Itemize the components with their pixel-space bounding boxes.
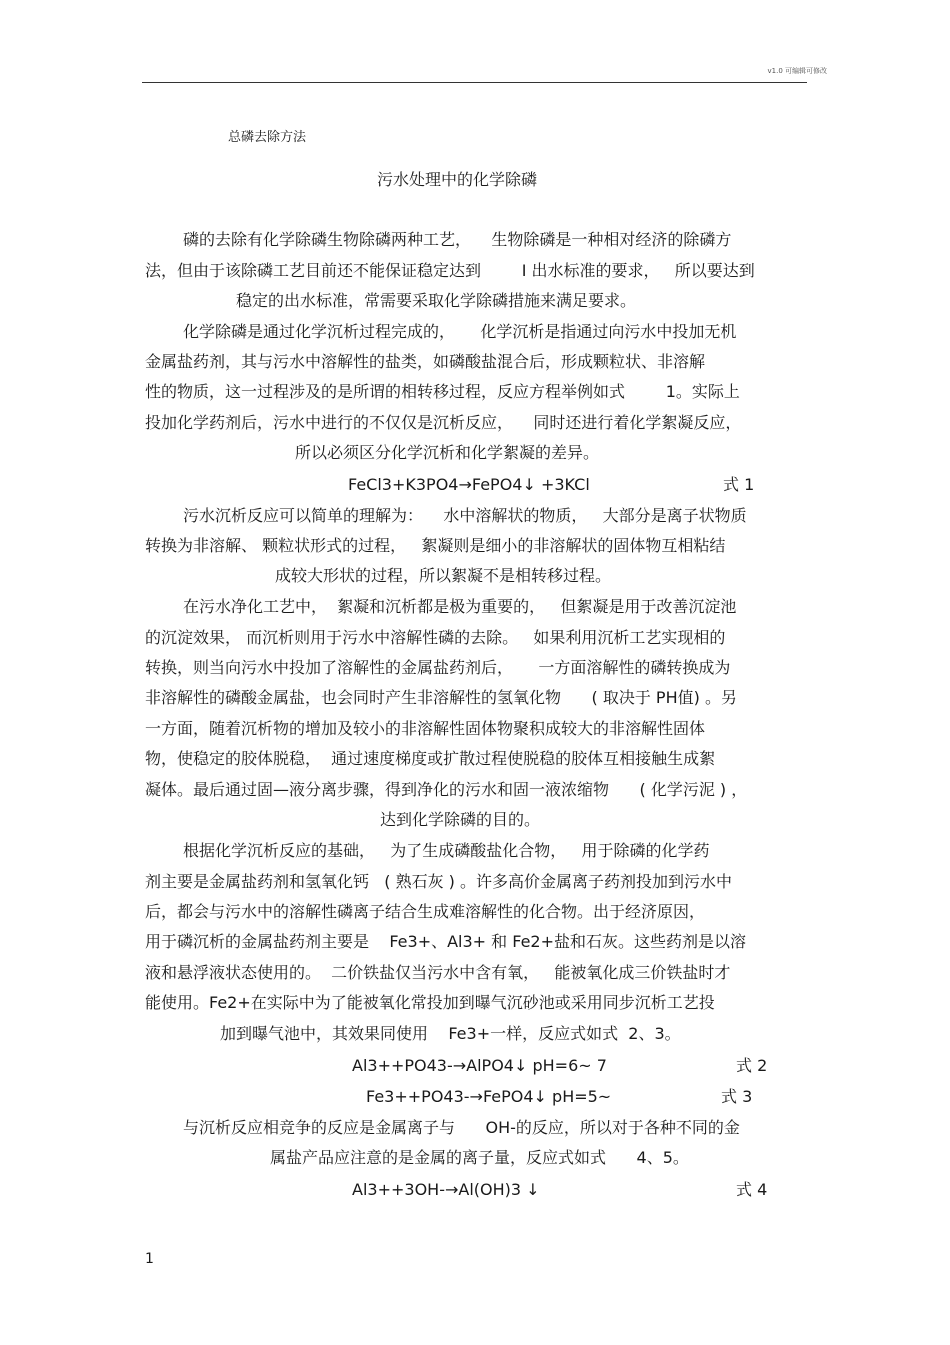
text-line: 法，但由于该除磷工艺目前还不能保证稳定达到 I 出水标准的要求， 所以要达到 bbox=[145, 261, 755, 280]
header-rule bbox=[142, 82, 807, 83]
equation-label-4: 式 4 bbox=[736, 1180, 768, 1199]
text-line: 性的物质，这一过程涉及的是所谓的相转移过程，反应方程举例如式 1。实际上 bbox=[145, 382, 740, 401]
text-line: 转换，则当向污水中投加了溶解性的金属盐药剂后， 一方面溶解性的磷转换成为 bbox=[145, 658, 731, 677]
text-line: 化学除磷是通过化学沉析过程完成的， 化学沉析是指通过向污水中投加无机 bbox=[183, 322, 737, 341]
text-line: 的沉淀效果， 而沉析则用于污水中溶解性磷的去除。 如果利用沉析工艺实现相的 bbox=[145, 628, 726, 647]
text-line: 金属盐药剂，其与污水中溶解性的盐类，如磷酸盐混合后，形成颗粒状、非溶解 bbox=[145, 352, 706, 371]
text-line: 非溶解性的磷酸金属盐，也会同时产生非溶解性的氢氧化物 ( 取决于 PH值) 。另 bbox=[145, 688, 737, 707]
equation-label-2: 式 2 bbox=[736, 1056, 768, 1075]
doc-title: 污水处理中的化学除磷 bbox=[377, 170, 538, 189]
text-line: 物，使稳定的胶体脱稳， 通过速度梯度或扩散过程使脱稳的胶体互相接触生成絮 bbox=[145, 749, 716, 768]
text-line: 所以必须区分化学沉析和化学絮凝的差异。 bbox=[295, 443, 600, 462]
text-line: 能使用。Fe2+在实际中为了能被氧化常投加到曝气沉砂池或采用同步沉析工艺投 bbox=[145, 993, 715, 1012]
text-line: 一方面，随着沉析物的增加及较小的非溶解性固体物聚积成较大的非溶解性固体 bbox=[145, 719, 706, 738]
equation-1: FeCl3+K3PO4→FePO4↓ +3KCl bbox=[348, 475, 590, 494]
text-line: 剂主要是金属盐药剂和氢氧化钙 ( 熟石灰 ) 。许多高价金属离子药剂投加到污水中 bbox=[145, 872, 733, 891]
text-line: 在污水净化工艺中， 絮凝和沉析都是极为重要的， 但絮凝是用于改善沉淀池 bbox=[183, 597, 737, 616]
equation-3: Fe3++PO43-→FePO4↓ pH=5~ bbox=[366, 1087, 612, 1106]
equation-label-3: 式 3 bbox=[721, 1087, 753, 1106]
text-line: 液和悬浮液状态使用的。 二价铁盐仅当污水中含有氧， 能被氧化成三价铁盐时才 bbox=[145, 963, 731, 982]
equation-4: Al3++3OH-→Al(OH)3 ↓ bbox=[352, 1180, 540, 1199]
text-line: 凝体。最后通过固—液分离步骤，得到净化的污水和固一液浓缩物 ( 化学污泥 ) ， bbox=[145, 780, 748, 799]
text-line: 成较大形状的过程，所以絮凝不是相转移过程。 bbox=[275, 566, 612, 585]
text-line: 磷的去除有化学除磷生物除磷两种工艺， 生物除磷是一种相对经济的除磷方 bbox=[183, 230, 732, 249]
doc-label: 总磷去除方法 bbox=[228, 130, 307, 145]
text-line: 转换为非溶解、 颗粒状形式的过程， 絮凝则是细小的非溶解状的固体物互相粘结 bbox=[145, 536, 726, 555]
text-line: 与沉析反应相竞争的反应是金属离子与 OH-的反应，所以对于各种不同的金 bbox=[183, 1118, 740, 1137]
text-line: 加到曝气池中，其效果同使用 Fe3+一样，反应式如式 2、3。 bbox=[220, 1024, 681, 1043]
text-line: 属盐产品应注意的是金属的离子量，反应式如式 4、5。 bbox=[270, 1148, 689, 1167]
text-line: 根据化学沉析反应的基础， 为了生成磷酸盐化合物， 用于除磷的化学药 bbox=[183, 841, 710, 860]
text-line: 污水沉析反应可以简单的理解为： 水中溶解状的物质， 大部分是离子状物质 bbox=[183, 506, 747, 525]
text-line: 达到化学除磷的目的。 bbox=[380, 810, 541, 829]
text-line: 后，都会与污水中的溶解性磷离子结合生成难溶解性的化合物。出于经济原因， bbox=[145, 902, 706, 921]
text-line: 投加化学药剂后，污水中进行的不仅仅是沉析反应， 同时还进行着化学絮凝反应， bbox=[145, 413, 742, 432]
text-line: 稳定的出水标准，常需要采取化学除磷措施来满足要求。 bbox=[236, 291, 637, 310]
page-number: 1 bbox=[145, 1251, 154, 1267]
equation-label-1: 式 1 bbox=[723, 475, 755, 494]
text-line: 用于磷沉析的金属盐药剂主要是 Fe3+、Al3+ 和 Fe2+盐和石灰。这些药剂是以溶 bbox=[145, 932, 747, 951]
header-version-note: v1.0 可编辑可修改 bbox=[767, 67, 827, 75]
equation-2: Al3++PO43-→AlPO4↓ pH=6~ 7 bbox=[352, 1056, 607, 1075]
